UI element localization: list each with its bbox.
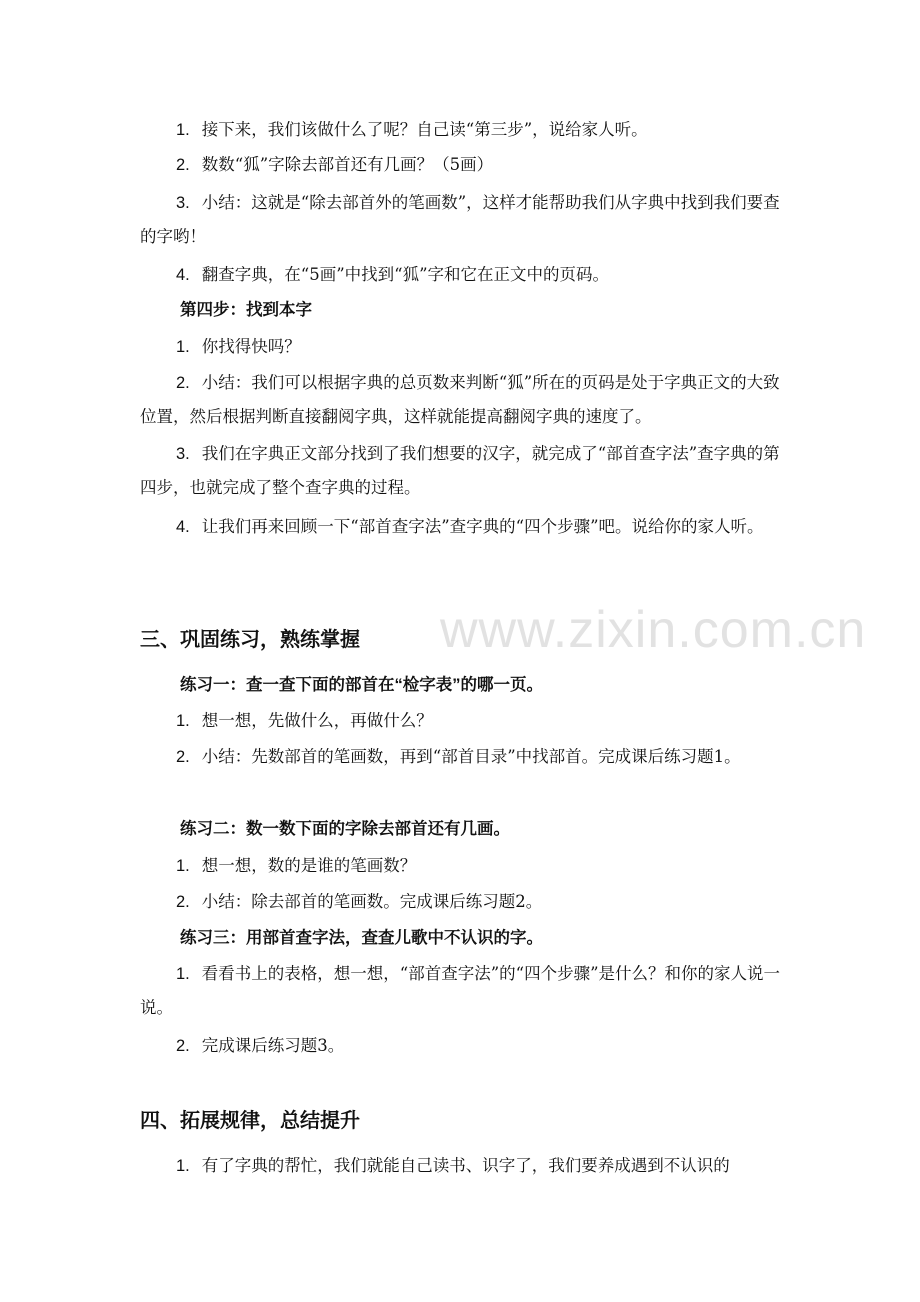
item-number: 4. (176, 266, 190, 284)
list-item (140, 258, 790, 292)
item-number: 2. (176, 374, 190, 392)
item-number: 1. (176, 712, 190, 730)
item-text: 小结：我们可以根据字典的总页数来判断“狐”所在的页码是处于字典正文的大致位置，然后根据判断直接翻阅字典，这样就能提高翻阅字典的速度了。 (140, 373, 780, 426)
list-item (140, 148, 790, 182)
exercise-title: 练习三：用部首查字法，查查儿歌中不认识的字。 (180, 929, 543, 947)
watermark: www.zixin.com.cn (440, 601, 867, 659)
item-text: 想一想，先做什么，再做什么？ (201, 711, 433, 730)
list-item (140, 186, 790, 254)
list-item (140, 740, 790, 774)
section-heading: 三、巩固练习，熟练掌握 (140, 629, 360, 651)
item-number: 4. (176, 518, 190, 536)
item-number: 3. (176, 194, 190, 212)
item-number: 1. (176, 338, 190, 356)
list-item (140, 1149, 790, 1183)
item-number: 2. (176, 893, 190, 911)
item-number: 3. (176, 445, 190, 463)
list-item (140, 113, 790, 147)
item-text: 完成课后练习题3。 (201, 1036, 345, 1055)
list-item (140, 437, 790, 505)
exercise-title: 练习一：查一查下面的部首在“检字表”的哪一页。 (180, 676, 543, 694)
list-item (140, 366, 790, 434)
item-number: 1. (176, 857, 190, 875)
list-item (140, 330, 790, 364)
list-item (140, 510, 790, 544)
item-text: 让我们再来回顾一下“部首查字法”查字典的“四个步骤”吧。说给你的家人听。 (201, 517, 764, 536)
list-item (140, 885, 790, 919)
item-number: 1. (176, 965, 190, 983)
item-number: 2. (176, 748, 190, 766)
item-text: 有了字典的帮忙，我们就能自己读书、识字了，我们要养成遇到不认识的 (201, 1156, 730, 1175)
item-number: 2. (176, 1037, 190, 1055)
step-title: 第四步：找到本字 (180, 301, 312, 319)
item-text: 小结：这就是“除去部首外的笔画数”，这样才能帮助我们从字典中找到我们要查的字哟！ (140, 193, 780, 246)
item-text: 接下来，我们该做什么了呢？自己读“第三步”，说给家人听。 (201, 120, 648, 139)
item-number: 1. (176, 121, 190, 139)
list-item (140, 957, 790, 1025)
exercise-title: 练习二：数一数下面的字除去部首还有几画。 (180, 820, 510, 838)
list-item (140, 849, 790, 883)
list-item (140, 704, 790, 738)
item-text: 翻查字典，在“5画”中找到“狐”字和它在正文中的页码。 (201, 265, 610, 284)
item-number: 1. (176, 1157, 190, 1175)
item-text: 数数“狐”字除去部首还有几画？（5画） (201, 155, 494, 174)
item-text: 小结：除去部首的笔画数。完成课后练习题2。 (201, 892, 543, 911)
item-number: 2. (176, 156, 190, 174)
item-text: 看看书上的表格，想一想，“部首查字法”的“四个步骤”是什么？和你的家人说一说。 (140, 964, 781, 1017)
section-heading: 四、拓展规律，总结提升 (140, 1110, 360, 1132)
item-text: 想一想，数的是谁的笔画数？ (201, 856, 417, 875)
item-text: 你找得快吗？ (201, 337, 301, 356)
item-text: 我们在字典正文部分找到了我们想要的汉字，就完成了“部首查字法”查字典的第四步，也就完成了整个查字典的过程。 (140, 444, 780, 497)
list-item (140, 1029, 790, 1063)
item-text: 小结：先数部首的笔画数，再到“部首目录”中找部首。完成课后练习题1。 (201, 747, 741, 766)
